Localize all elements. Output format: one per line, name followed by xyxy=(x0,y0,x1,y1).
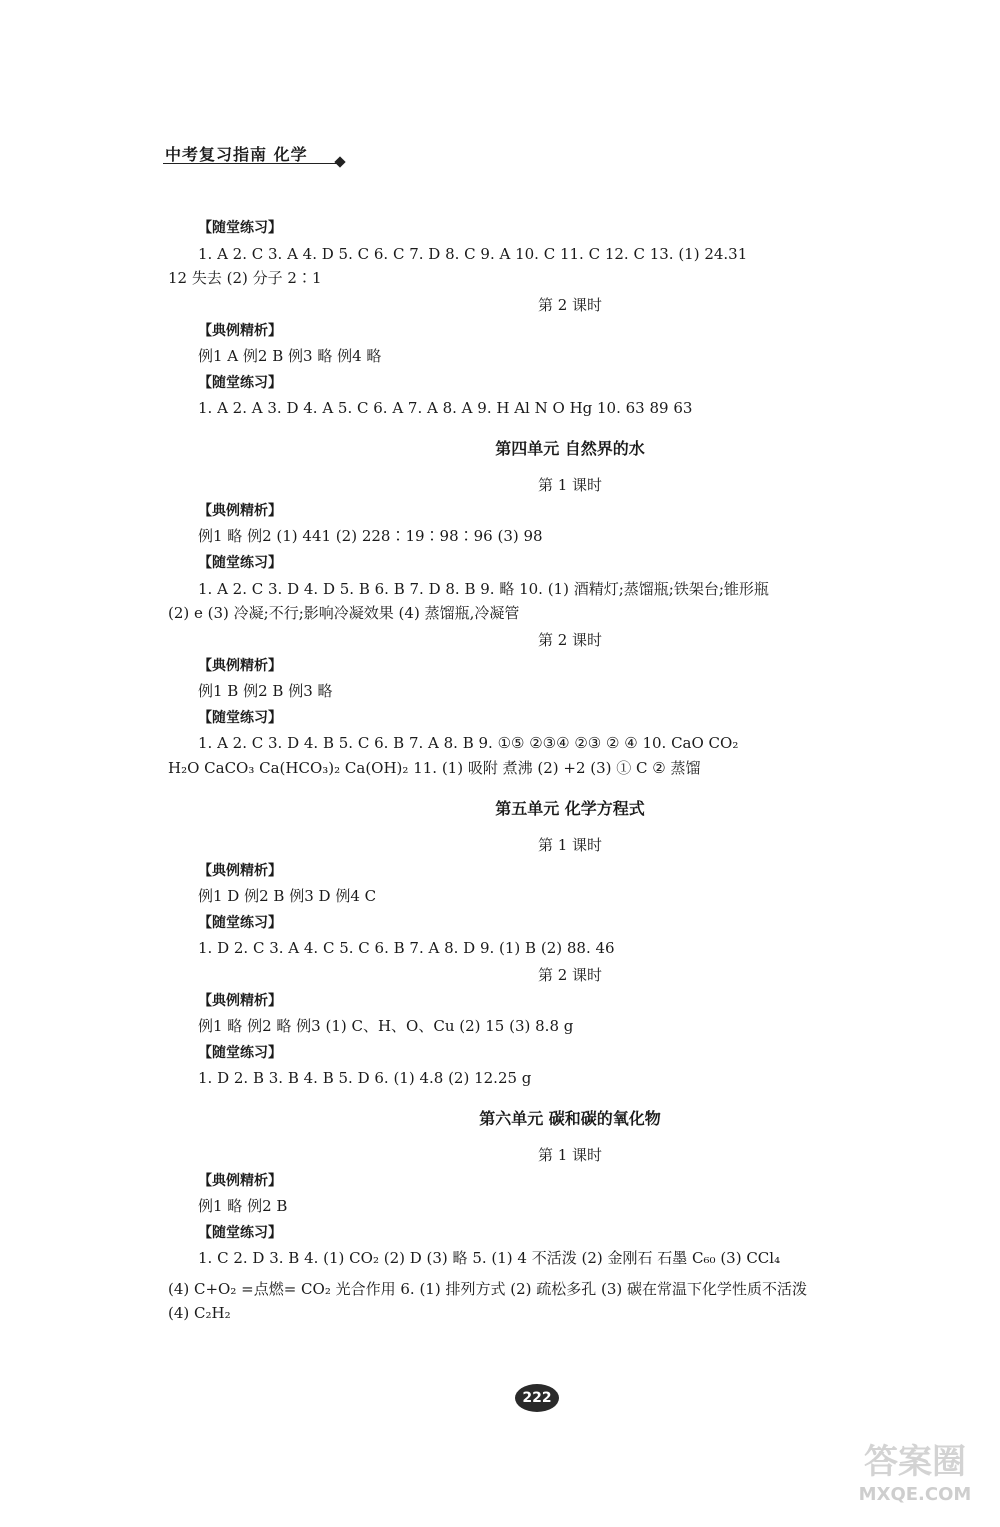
answer-line: 1. D 2. C 3. A 4. C 5. C 6. B 7. A 8. D 9. (1) B (2) 88. 46 xyxy=(198,939,615,957)
section-tag xyxy=(198,1222,282,1243)
section-tag xyxy=(198,655,282,676)
lesson-heading: 第 1 课时 xyxy=(537,836,603,854)
watermark-url: MXQE.COM xyxy=(858,1484,972,1505)
section-tag-label: 【典例精析】 xyxy=(198,1173,282,1189)
unit-heading: 第四单元 自然界的水 xyxy=(495,439,645,458)
answer-line: 例1 D 例2 B 例3 D 例4 C xyxy=(198,887,377,905)
section-tag xyxy=(198,372,282,393)
book-header-title: 中考复习指南 化学 xyxy=(165,145,308,164)
answer-line: 例1 略 例2 (1) 441 (2) 228∶19∶98∶96 (3) 98 xyxy=(198,527,543,545)
header-diamond-icon xyxy=(334,156,345,167)
section-tag-label: 【典例精析】 xyxy=(198,503,282,519)
watermark-logo xyxy=(835,1440,995,1520)
section-tag xyxy=(198,217,282,238)
answer-line: (2) e (3) 冷凝;不行;影响冷凝效果 (4) 蒸馏瓶,冷凝管 xyxy=(168,604,520,622)
section-tag xyxy=(198,320,282,341)
section-tag-label: 【随堂练习】 xyxy=(198,1045,282,1061)
section-tag-label: 【随堂练习】 xyxy=(198,1225,282,1241)
answer-line: 1. A 2. A 3. D 4. A 5. C 6. A 7. A 8. A 9. H Al N O Hg 10. 63 89 63 xyxy=(198,399,693,417)
section-tag xyxy=(198,860,282,881)
section-tag-label: 【典例精析】 xyxy=(198,863,282,879)
answer-line: (4) C₂H₂ xyxy=(168,1304,231,1322)
answer-line: 例1 略 例2 略 例3 (1) C、H、O、Cu (2) 15 (3) 8.8 g xyxy=(198,1017,574,1035)
section-tag xyxy=(198,990,282,1011)
answer-line: 1. D 2. B 3. B 4. B 5. D 6. (1) 4.8 (2) 12.25 g xyxy=(198,1069,532,1087)
section-tag-label: 【随堂练习】 xyxy=(198,375,282,391)
unit-heading: 第五单元 化学方程式 xyxy=(495,799,645,818)
section-tag xyxy=(198,500,282,521)
section-tag xyxy=(198,552,282,573)
answer-line: 例1 略 例2 B xyxy=(198,1197,288,1215)
header-rule xyxy=(163,163,338,164)
section-tag xyxy=(198,912,282,933)
section-tag-label: 【随堂练习】 xyxy=(198,915,282,931)
lesson-heading: 第 1 课时 xyxy=(537,1146,603,1164)
lesson-heading: 第 2 课时 xyxy=(537,966,603,984)
section-tag-label: 【典例精析】 xyxy=(198,993,282,1009)
answer-line: H₂O CaCO₃ Ca(HCO₃)₂ Ca(OH)₂ 11. (1) 吸附 煮沸 (2) +2 (3) ① C ② 蒸馏 xyxy=(168,759,701,777)
answer-line: 1. A 2. C 3. A 4. D 5. C 6. C 7. D 8. C 9. A 10. C 11. C 12. C 13. (1) 24.31 xyxy=(198,245,748,263)
page-number-badge: 222 xyxy=(515,1384,559,1412)
watermark-text: 答案圈 xyxy=(864,1442,966,1482)
answer-line: 例1 A 例2 B 例3 略 例4 略 xyxy=(198,347,382,365)
section-tag xyxy=(198,1042,282,1063)
answer-line: 12 失去 (2) 分子 2∶1 xyxy=(168,269,322,287)
section-tag-label: 【随堂练习】 xyxy=(198,220,282,236)
section-tag-label: 【随堂练习】 xyxy=(198,710,282,726)
answer-line: (4) C+O₂ =点燃= CO₂ 光合作用 6. (1) 排列方式 (2) 疏松多孔 (3) 碳在常温下化学性质不活泼 xyxy=(168,1280,808,1298)
lesson-heading: 第 1 课时 xyxy=(537,476,603,494)
section-tag-label: 【随堂练习】 xyxy=(198,555,282,571)
lesson-heading: 第 2 课时 xyxy=(537,631,603,649)
section-tag xyxy=(198,707,282,728)
section-tag-label: 【典例精析】 xyxy=(198,323,282,339)
answer-line: 1. A 2. C 3. D 4. D 5. B 6. B 7. D 8. B 9. 略 10. (1) 酒精灯;蒸馏瓶;铁架台;锥形瓶 xyxy=(198,580,769,598)
unit-heading: 第六单元 碳和碳的氧化物 xyxy=(479,1109,661,1128)
answer-line: 1. A 2. C 3. D 4. B 5. C 6. B 7. A 8. B 9. ①⑤ ②③④ ②③ ② ④ 10. CaO CO₂ xyxy=(198,734,739,752)
section-tag-label: 【典例精析】 xyxy=(198,658,282,674)
lesson-heading: 第 2 课时 xyxy=(537,296,603,314)
answer-line: 例1 B 例2 B 例3 略 xyxy=(198,682,333,700)
answer-line: 1. C 2. D 3. B 4. (1) CO₂ (2) D (3) 略 5. (1) 4 不活泼 (2) 金刚石 石墨 C₆₀ (3) CCl₄ xyxy=(198,1249,781,1267)
section-tag xyxy=(198,1170,282,1191)
